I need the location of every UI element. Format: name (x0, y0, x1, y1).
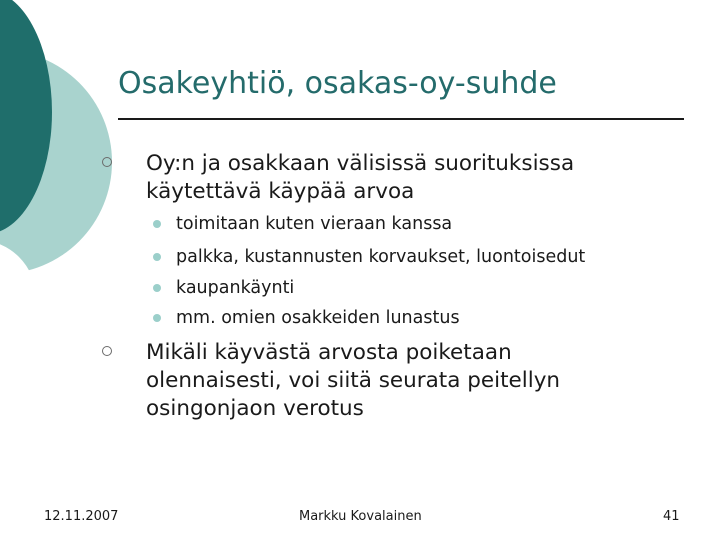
page-number: 41 (663, 509, 680, 524)
sub-bullet-2 (176, 245, 585, 269)
slide-title: Osakeyhtiö, osakas-oy-suhde (118, 66, 557, 101)
bullet-2-line-2: olennaisesti, voi siitä seurata peitellyn (146, 368, 561, 393)
sub-bullet-text: mm. omien osakkeiden lunastus (176, 308, 460, 328)
sub-bullet-4 (176, 306, 460, 330)
hollow-bullet-icon (102, 157, 112, 167)
footer-date: 12.11.2007 (44, 509, 119, 524)
bullet-2-line-3: osingonjaon verotus (146, 396, 364, 421)
bullet-1-line-1: Oy:n ja osakkaan välisissä suorituksissa (146, 151, 575, 176)
hollow-bullet-icon (102, 346, 112, 356)
sub-bullet-1 (176, 212, 452, 236)
filled-bullet-icon (153, 284, 161, 292)
sub-bullet-3 (176, 276, 294, 300)
filled-bullet-icon (153, 220, 161, 228)
bullet-2 (146, 339, 560, 423)
filled-bullet-icon (153, 314, 161, 322)
title-divider (118, 118, 684, 120)
sub-bullet-text: toimitaan kuten vieraan kanssa (176, 214, 453, 234)
sub-bullet-text: palkka, kustannusten korvaukset, luontoisedut (176, 247, 586, 267)
filled-bullet-icon (153, 253, 161, 261)
bullet-1-line-2: käytettävä käypää arvoa (146, 179, 415, 204)
sub-bullet-text: kaupankäynti (176, 278, 295, 298)
footer-author: Markku Kovalainen (299, 509, 422, 524)
bullet-1 (146, 150, 574, 206)
bullet-2-line-1: Mikäli käyvästä arvosta poiketaan (146, 340, 512, 365)
